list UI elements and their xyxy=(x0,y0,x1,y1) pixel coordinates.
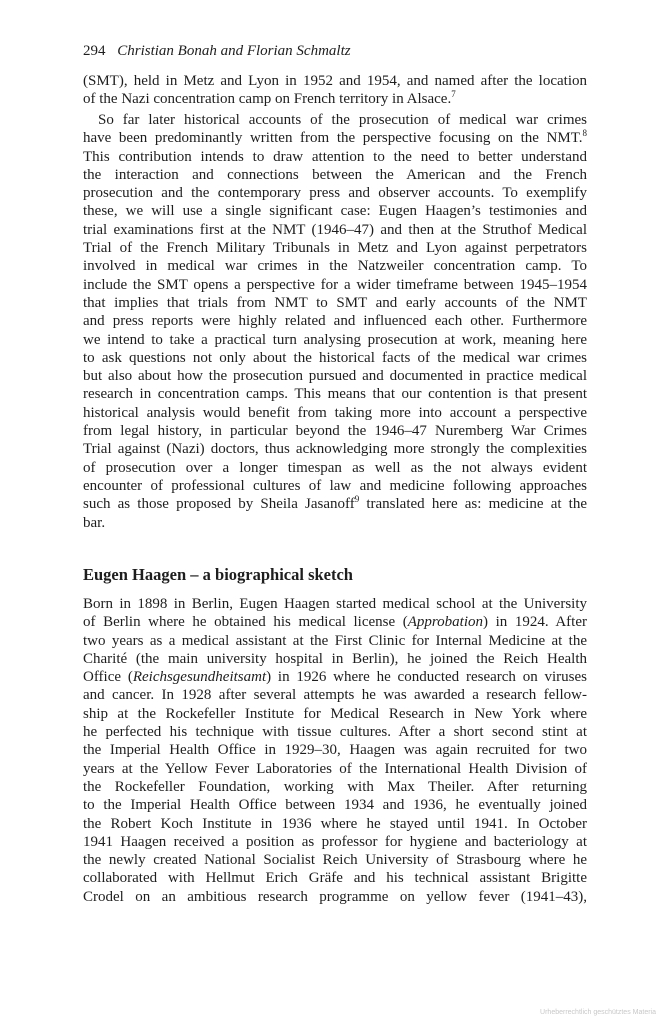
text-line: bar. xyxy=(83,514,106,531)
text-line: and press reports were highly related and influenced each other. Furthermore xyxy=(83,313,587,330)
text-span: of Berlin where he obtained his medical license ( xyxy=(83,614,408,631)
text-line: but also about how the prosecution pursued and documented in practice medical xyxy=(83,368,587,385)
italic-term: Approbation xyxy=(407,614,484,631)
footnote-reference[interactable]: 9 xyxy=(354,494,360,505)
footnote-reference[interactable]: 8 xyxy=(582,128,587,139)
paragraph-continued xyxy=(83,72,587,109)
text-line: trial examinations first at the NMT (1946–47) and then at the Struthof Medical xyxy=(83,221,587,238)
text-line: the Robert Koch Institute in 1936 where he stayed until 1941. In October xyxy=(83,815,587,832)
text-line xyxy=(83,668,587,686)
text-line xyxy=(83,613,587,631)
text-line: the newly created National Socialist Reich University of Strasbourg where he xyxy=(83,852,587,869)
text-line: we intend to take a practical turn analysing prosecution at work, meaning here xyxy=(83,331,587,348)
text-line: involved in medical war crimes in the Natzweiler concentration camp. To xyxy=(83,258,587,275)
text-line: 1941 Haagen received a position as professor for hygiene and bacteriology at xyxy=(83,833,587,850)
text-line: This contribution intends to draw attention to the need to better understand xyxy=(83,148,587,165)
text-line: collaborated with Hellmut Erich Gräfe and his technical assistant Brigitte xyxy=(83,870,587,887)
text-span: such as those proposed by Sheila Jasanoff xyxy=(83,496,355,513)
text-line: historical analysis would benefit from taking more into account a perspective xyxy=(83,404,587,421)
running-head xyxy=(83,41,351,61)
text-line: Trial against (Nazi) doctors, thus acknowledging more strongly the complexities xyxy=(83,441,587,458)
text-line: and cancer. In 1928 after several attempts he was awarded a research fellow- xyxy=(83,687,587,704)
text-line: to the Imperial Health Office between 1934 and 1936, he eventually joined xyxy=(83,797,587,814)
italic-term: Reichsgesundheitsamt xyxy=(132,669,267,686)
text-line: Crodel on an ambitious research programme on yellow fever (1941–43), xyxy=(83,888,587,905)
text-span: have been predominantly written from the perspective focusing on the NMT. xyxy=(83,130,583,147)
text-line: years at the Yellow Fever Laboratories of the International Health Division of xyxy=(83,760,587,777)
text-line: to ask questions not only about the historical facts of the medical war crimes xyxy=(83,349,587,366)
text-span: ) in 1924. After xyxy=(483,614,587,631)
text-line: that implies that trials from NMT to SMT and early accounts of the NMT xyxy=(83,294,587,311)
text-span: translated here as: medicine at the xyxy=(359,496,587,513)
text-line: from legal history, in particular beyond the 1946–47 Nuremberg War Crimes xyxy=(83,423,587,440)
text-line: Charité (the main university hospital in Berlin), he joined the Reich Health xyxy=(83,650,587,667)
footnote-reference[interactable]: 7 xyxy=(451,89,456,100)
text-line: the Imperial Health Office in 1929–30, Haagen was again recruited for two xyxy=(83,742,587,759)
text-line xyxy=(83,129,587,147)
page-number: 294 xyxy=(83,43,106,59)
text-line: Born in 1898 in Berlin, Eugen Haagen started medical school at the University xyxy=(83,596,587,612)
text-line: research in concentration camps. This means that our contention is that present xyxy=(83,386,587,403)
text-line: (SMT), held in Metz and Lyon in 1952 and 1954, and named after the location xyxy=(83,73,587,89)
text-line: Trial of the French Military Tribunals in Metz and Lyon against perpetrators xyxy=(83,240,587,257)
text-line: two years as a medical assistant at the First Clinic for Internal Medicine at the xyxy=(83,632,587,649)
text-line: include the SMT opens a perspective for a wider timeframe between 1945–1954 xyxy=(83,276,587,293)
text-line: So far later historical accounts of the prosecution of medical war crimes xyxy=(98,112,587,128)
text-line: of prosecution over a longer timespan as well as the not always evident xyxy=(83,459,587,476)
text-span: Office ( xyxy=(83,669,133,686)
text-line: prosecution and the contemporary press and observer accounts. To exemplify xyxy=(83,185,587,202)
text-span: of the Nazi concentration camp on French territory in Alsace. xyxy=(83,91,452,108)
text-line xyxy=(83,90,587,108)
text-line: the Rockefeller Foundation, working with Max Theiler. After returning xyxy=(83,778,587,795)
text-line: ship at the Rockefeller Institute for Medical Research in New York where xyxy=(83,705,587,722)
running-title: Christian Bonah and Florian Schmaltz xyxy=(117,43,351,59)
text-line: the interaction and connections between the American and the French xyxy=(83,166,587,183)
text-line xyxy=(83,495,587,513)
paragraph-biography xyxy=(83,595,587,906)
paragraph-nmt-smt xyxy=(83,111,587,532)
text-span: ) in 1926 where he conducted research on viruses xyxy=(266,669,588,686)
text-line: encounter of professional cultures of law and medicine following approaches xyxy=(83,477,587,494)
section-heading: Eugen Haagen – a biographical sketch xyxy=(83,565,353,584)
copyright-watermark: Urheberrechtlich geschütztes Materia xyxy=(540,1009,656,1016)
text-line: he perfected his technique with tissue cultures. After a short second stint at xyxy=(83,724,587,741)
text-line: these, we will use a single significant case: Eugen Haagen’s testimonies and xyxy=(83,203,587,220)
